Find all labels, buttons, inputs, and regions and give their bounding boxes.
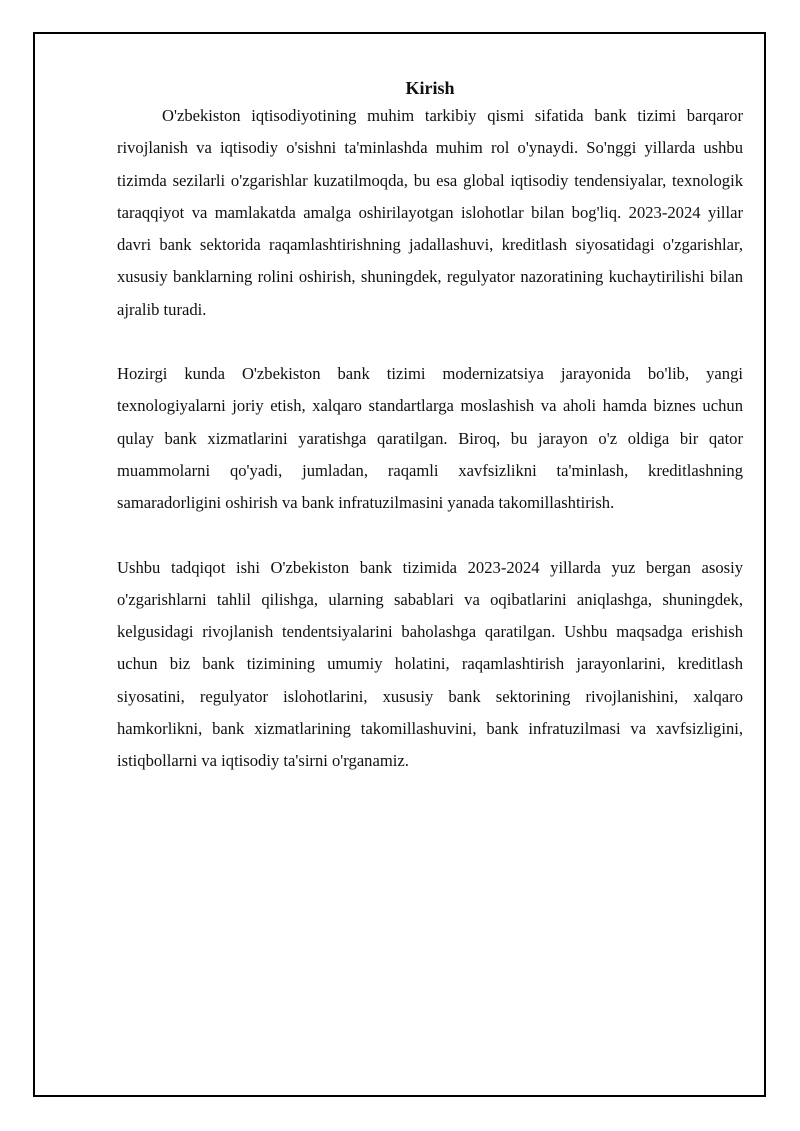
document-body [117, 76, 743, 778]
paragraph-3: Ushbu tadqiqot ishi O'zbekiston bank tizimida 2023-2024 yillarda yuz bergan asosiy o'zgarishlarni tahlil qilishga, ularning sabablari va oqibatlarini aniqlashga, shuningdek, kelgusidagi rivojlanish tendentsiyalarini baholashga qaratilgan. Ushbu maqsadga erishish uchun biz bank tizimining umumiy holatini, raqamlashtirish jarayonlarini, kreditlash siyosatini, regulyator islohotlarini, xususiy bank sektorining rivojlanishini, xalqaro hamkorlikni, bank xizmatlarining takomillashuvini, bank infratuzilmasi va xavfsizligini, istiqbollarni va iqtisodiy ta'sirni o'rganamiz. [117, 557, 743, 771]
paragraph-2: Hozirgi kunda O'zbekiston bank tizimi modernizatsiya jarayonida bo'lib, yangi texnologiyalarni joriy etish, xalqaro standartlarga moslashish va aholi hamda biznes uchun qulay bank xizmatlarini yaratishga qaratilgan. Biroq, bu jarayon o'z oldiga bir qator muammolarni qo'yadi, jumladan, raqamli xavfsizlikni ta'minlash, kreditlashning samaradorligini oshirish va bank infratuzilmasini yanada takomillashtirish. [117, 364, 743, 513]
document-title: Kirish [405, 78, 455, 98]
paragraph-1: O'zbekiston iqtisodiyotining muhim tarkibiy qismi sifatida bank tizimi barqaror rivojlanish va iqtisodiy o'sishni ta'minlashda muhim rol o'ynaydi. So'nggi yillarda ushbu tizimda sezilarli o'zgarishlar kuzatilmoqda, bu esa global iqtisodiy tendensiyalar, texnologik taraqqiyot va mamlakatda amalga oshirilayotgan islohotlar bilan bog'liq. 2023-2024 yillar davri bank sektorida raqamlashtirishning jadallashuvi, kreditlash siyosatidagi o'zgarishlar, xususiy banklarning rolini oshirish, shuningdek, regulyator nazoratining kuchaytirilishi bilan ajralib turadi. [117, 106, 743, 319]
